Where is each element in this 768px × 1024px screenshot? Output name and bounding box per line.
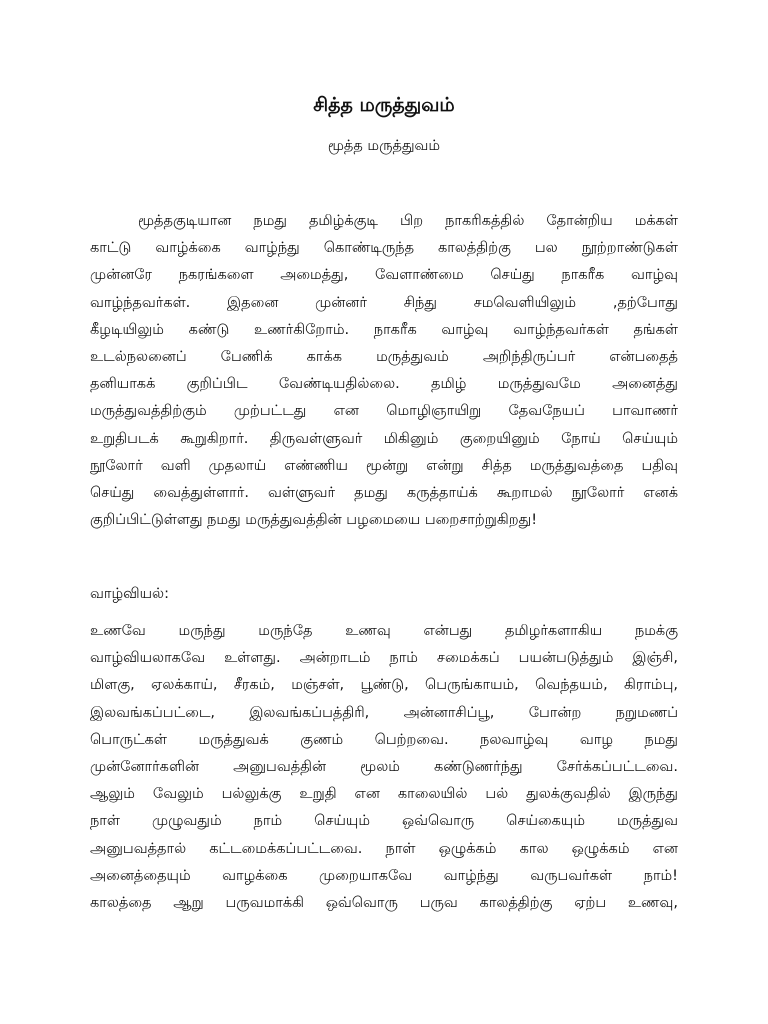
paragraph-line: முன்னோர்களின் அனுபவத்தின் மூலம் கண்டுணர்ந்து சேர்க்கப்பட்டவை.	[90, 758, 678, 775]
document-title: சித்த மருத்துவம்	[313, 94, 455, 116]
paragraph-line: குறிப்பிட்டுள்ளது நமது மருத்துவத்தின் பழமையை பறைசாற்றுகிறது!	[90, 512, 538, 529]
paragraph-line: உறுதிபடக் கூறுகிறார். திருவள்ளுவர் மிகினும் குறையினும் நோய் செய்யும்	[90, 430, 678, 447]
paragraph-line: மிளகு, ஏலக்காய், சீரகம், மஞ்சள், பூண்டு, பெருங்காயம், வெந்தயம், கிராம்பு,	[90, 677, 678, 694]
paragraph-line: உணவே மருந்து மருந்தே உணவு என்பது தமிழர்களாகிய நமக்கு	[90, 623, 678, 639]
paragraph-line: செய்து வைத்துள்ளார். வள்ளுவர் தமது கருத்தாய்க் கூறாமல் நூலோர் எனக்	[90, 484, 678, 501]
paragraph-line: நாள் முழுவதும் நாம் செய்யும் ஒவ்வொரு செய்கையும் மருத்துவ	[90, 813, 678, 830]
paragraph-line: கீழடியிலும் கண்டு உணர்கிறோம். நாகரீக வாழ்வு வாழ்ந்தவர்கள் தங்கள்	[90, 321, 678, 338]
lifestyle-paragraph	[90, 618, 678, 917]
paragraph-line: மூத்தகுடியான நமது தமிழ்க்குடி பிற நாகரிகத்தில் தோன்றிய மக்கள்	[138, 213, 678, 229]
paragraph-line: வாழ்வியலாகவே உள்ளது. அன்றாடம் நாம் சமைக்கப் பயன்படுத்தும் இஞ்சி,	[90, 650, 678, 667]
paragraph-line: வாழ்ந்தவர்கள். இதனை முன்னர் சிந்து சமவெளியிலும் ,தற்போது	[90, 294, 678, 311]
section-heading: வாழ்வியல்:	[90, 586, 169, 602]
paragraph-line: காலத்தை ஆறு பருவமாக்கி ஒவ்வொரு பருவ காலத்திற்கு ஏற்ப உணவு,	[90, 894, 678, 911]
paragraph-line: நூலோர் வளி முதலாய் எண்ணிய மூன்று என்று சித்த மருத்துவத்தை பதிவு	[90, 457, 678, 474]
paragraph-line: அனுபவத்தால் கட்டமைக்கப்பட்டவை. நாள் ஒழுக்கம் கால ஒழுக்கம் என	[90, 840, 678, 857]
paragraph-line: தனியாகக் குறிப்பிட வேண்டியதில்லை. தமிழ் மருத்துவமே அனைத்து	[90, 376, 678, 393]
paragraph-line: மருத்துவத்திற்கும் முற்பட்டது என மொழிஞாயிறு தேவநேயப் பாவாணர்	[90, 403, 678, 420]
paragraph-line: முன்னரே நகரங்களை அமைத்து, வேளாண்மை செய்து நாகரீக வாழ்வு	[90, 267, 678, 284]
paragraph-line: ஆலும் வேலும் பல்லுக்கு உறுதி என காலையில் பல் துலக்குவதில் இருந்து	[90, 786, 678, 803]
paragraph-line: அனைத்தையும் வாழக்கை முறையாகவே வாழ்ந்து வருபவர்கள் நாம்!	[90, 867, 678, 884]
paragraph-line: காட்டு வாழ்க்கை வாழ்ந்து கொண்டிருந்த காலத்திற்கு பல நூற்றாண்டுகள்	[90, 240, 678, 257]
paragraph-line: உடல்நலனைப் பேணிக் காக்க மருத்துவம் அறிந்திருப்பர் என்பதைத்	[90, 348, 678, 365]
document-subtitle: மூத்த மருத்துவம்	[327, 138, 441, 154]
intro-paragraph	[90, 208, 678, 534]
paragraph-line: பொருட்கள் மருத்துவக் குணம் பெற்றவை. நலவாழ்வு வாழ நமது	[90, 731, 678, 748]
paragraph-line: இலவங்கப்பட்டை, இலவங்கப்பத்திரி, அன்னாசிப்பூ, போன்ற நறுமணப்	[90, 704, 678, 721]
